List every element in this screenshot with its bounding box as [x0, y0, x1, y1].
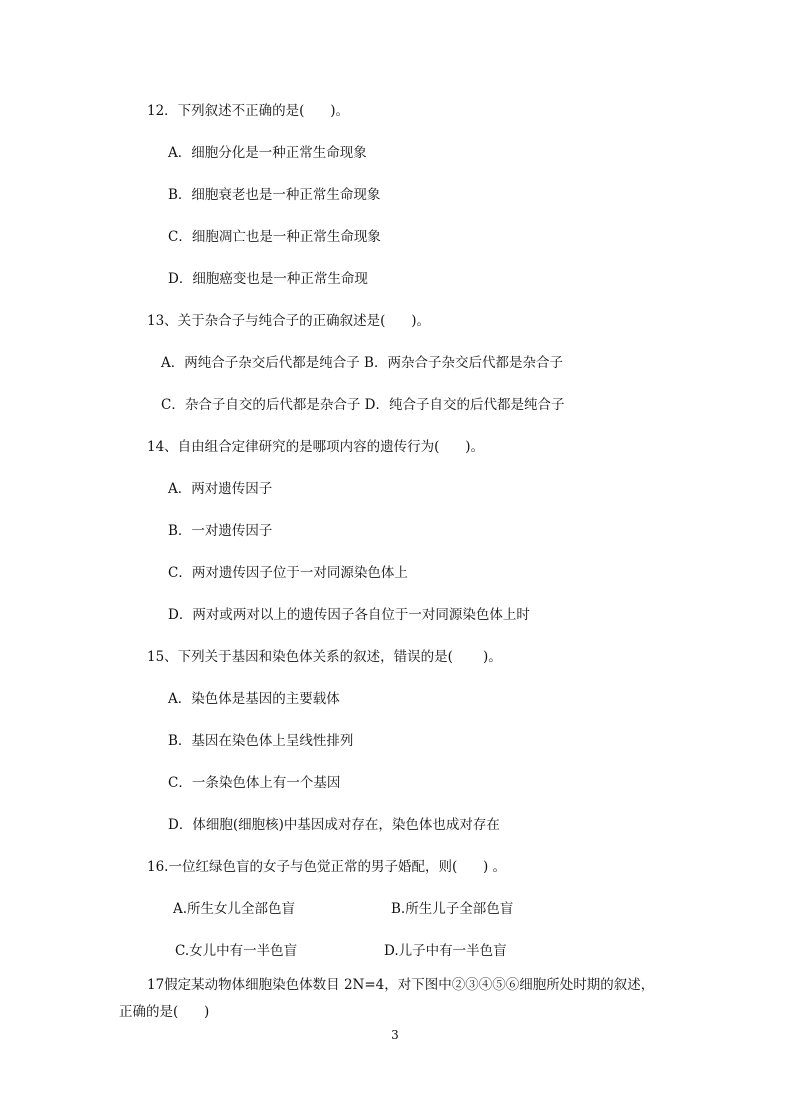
question-14-option-c: C．两对遗传因子位于一对同源染色体上 — [168, 565, 408, 581]
question-15-option-b: B．基因在染色体上呈线性排列 — [168, 733, 354, 749]
question-17-stem: 17假定某动物体细胞染色体数目 2N=4，对下图中②③④⑤⑥细胞所处时期的叙述， — [147, 977, 655, 993]
question-15-option-d: D．体细胞(细胞核)中基因成对存在，染色体也成对存在 — [168, 817, 500, 833]
question-16-option-a: A.所生女儿全部色盲 — [173, 901, 296, 917]
question-16-option-b: B.所生儿子全部色盲 — [391, 901, 514, 917]
question-12-stem: 12．下列叙述不正确的是( )。 — [147, 103, 349, 119]
question-13-options-cd: C．杂合子自交的后代都是杂合子 D．纯合子自交的后代都是纯合子 — [161, 397, 565, 413]
question-14-option-d: D．两对或两对以上的遗传因子各自位于一对同源染色体上时 — [168, 607, 530, 623]
question-13-stem: 13、关于杂合子与纯合子的正确叙述是( )。 — [147, 313, 430, 329]
question-14-option-a: A．两对遗传因子 — [168, 481, 273, 497]
question-15-option-c: C．一条染色体上有一个基因 — [168, 775, 341, 791]
question-12-option-a: A．细胞分化是一种正常生命现象 — [168, 145, 367, 161]
question-16-option-c: C.女儿中有一半色盲 — [175, 943, 298, 959]
question-15-stem: 15、下列关于基因和染色体关系的叙述，错误的是( )。 — [147, 649, 502, 665]
question-12-option-b: B．细胞衰老也是一种正常生命现象 — [168, 187, 381, 203]
question-13-options-ab: A．两纯合子杂交后代都是纯合子 B．两杂合子杂交后代都是杂合子 — [161, 355, 563, 371]
question-12-option-d: D．细胞癌变也是一种正常生命现 — [168, 271, 368, 287]
question-12-option-c: C．细胞凋亡也是一种正常生命现象 — [168, 229, 381, 245]
question-14-stem: 14、自由组合定律研究的是哪项内容的遗传行为( )。 — [147, 439, 484, 455]
page-number: 3 — [391, 1028, 399, 1042]
question-14-option-b: B．一对遗传因子 — [168, 523, 273, 539]
question-17-stem-continuation: 正确的是( ) — [119, 1004, 210, 1020]
question-16-stem: 16.一位红绿色盲的女子与色觉正常的男子婚配，则( ) 。 — [147, 859, 507, 875]
question-15-option-a: A．染色体是基因的主要载体 — [168, 691, 340, 707]
question-16-option-d: D.儿子中有一半色盲 — [384, 943, 507, 959]
